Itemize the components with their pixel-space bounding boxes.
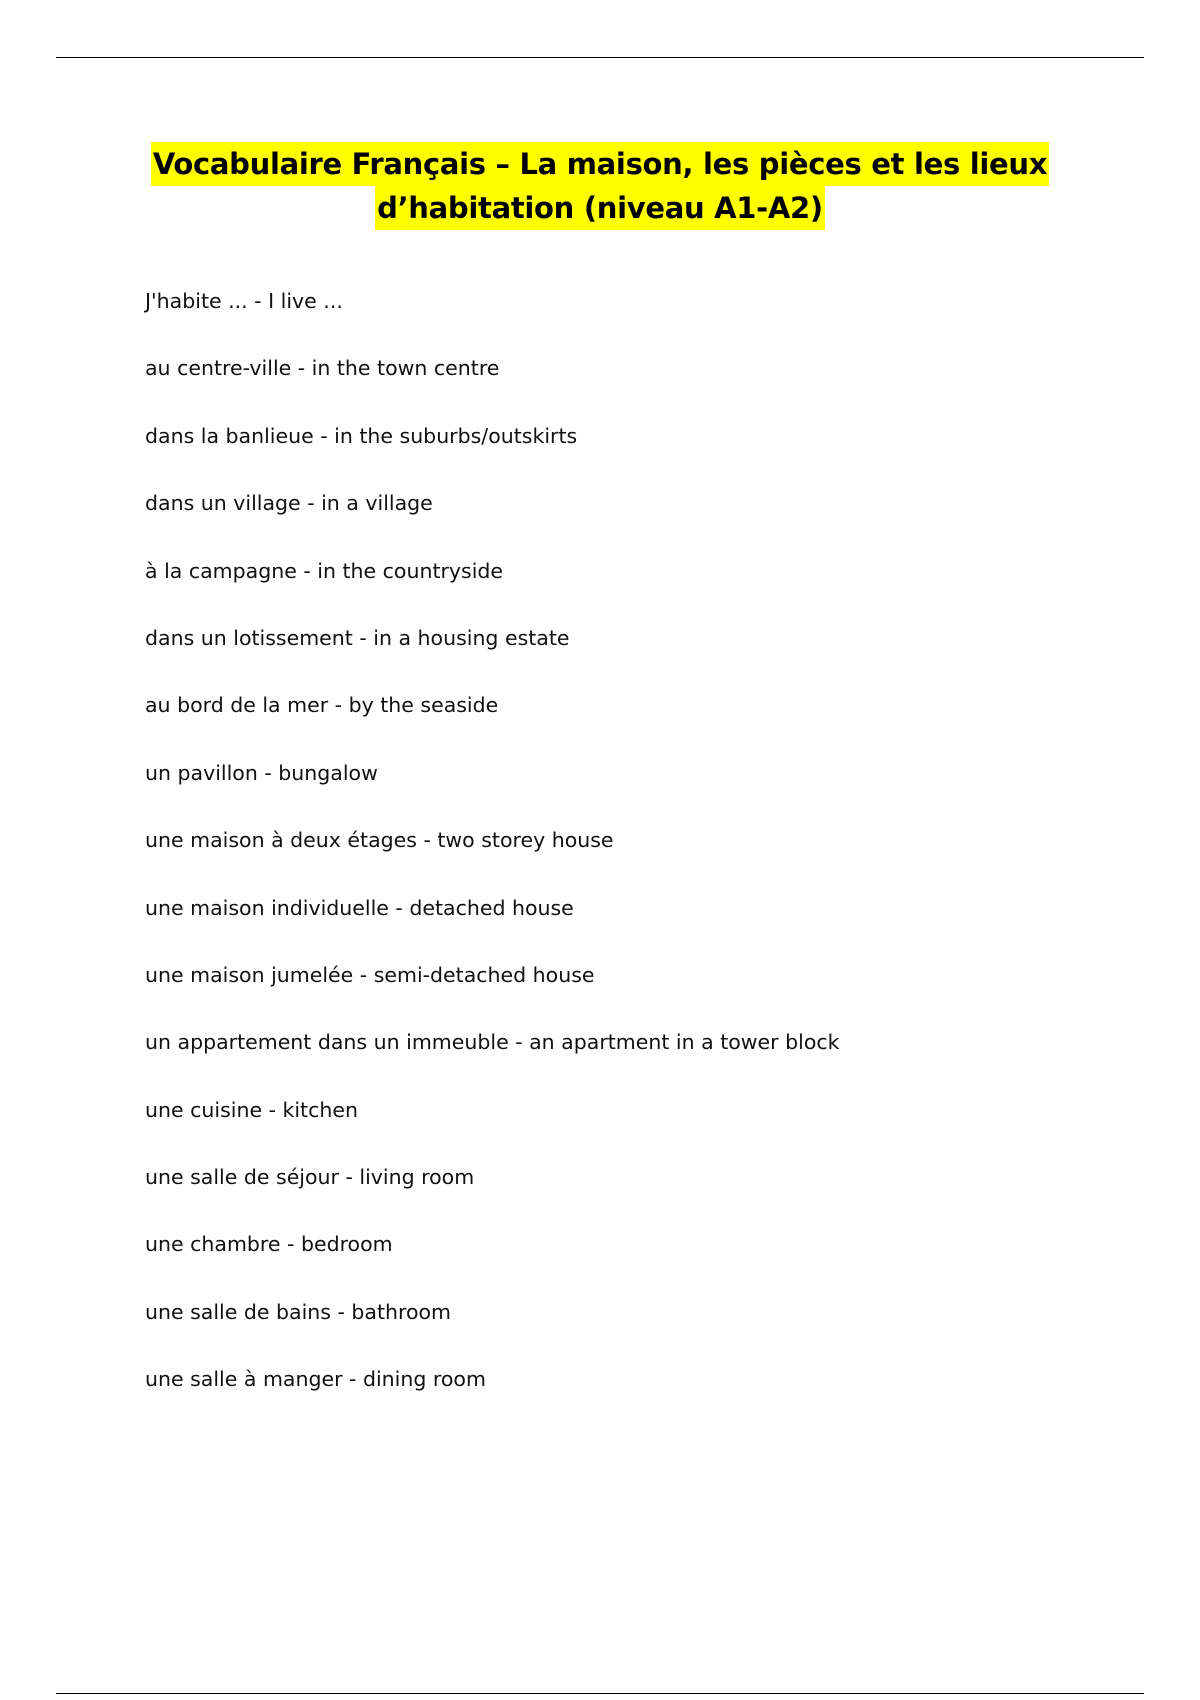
vocabulary-entry: un pavillon - bungalow	[145, 760, 378, 785]
vocabulary-entry: une maison jumelée - semi-detached house	[145, 962, 595, 987]
vocabulary-list	[145, 284, 840, 1430]
title-line-2: d’habitation (niveau A1-A2)	[375, 186, 825, 230]
vocabulary-entry: une maison à deux étages - two storey house	[145, 828, 614, 853]
vocabulary-entry: J'habite ... - I live ...	[145, 289, 343, 313]
vocabulary-entry: dans un village - in a village	[145, 491, 433, 516]
vocabulary-entry: une cuisine - kitchen	[145, 1097, 358, 1122]
vocabulary-entry: une maison individuelle - detached house	[145, 895, 574, 920]
vocabulary-entry: une salle de séjour - living room	[145, 1165, 475, 1190]
page-title	[0, 142, 1200, 230]
vocabulary-entry: un appartement dans un immeuble - an apartment in a tower block	[145, 1030, 840, 1055]
vocabulary-entry: une salle de bains - bathroom	[145, 1299, 452, 1324]
vocabulary-entry: une chambre - bedroom	[145, 1232, 393, 1257]
vocabulary-entry: une salle à manger - dining room	[145, 1367, 486, 1392]
title-line-1: Vocabulaire Français – La maison, les pièces et les lieux	[151, 142, 1049, 186]
vocabulary-entry: à la campagne - in the countryside	[145, 558, 504, 583]
vocabulary-entry: dans un lotissement - in a housing estate	[145, 625, 570, 650]
vocabulary-entry: au bord de la mer - by the seaside	[145, 693, 499, 718]
vocabulary-entry: au centre-ville - in the town centre	[145, 356, 500, 381]
vocabulary-entry: dans la banlieue - in the suburbs/outskirts	[145, 423, 578, 448]
top-divider	[56, 57, 1144, 58]
bottom-divider	[56, 1693, 1144, 1694]
